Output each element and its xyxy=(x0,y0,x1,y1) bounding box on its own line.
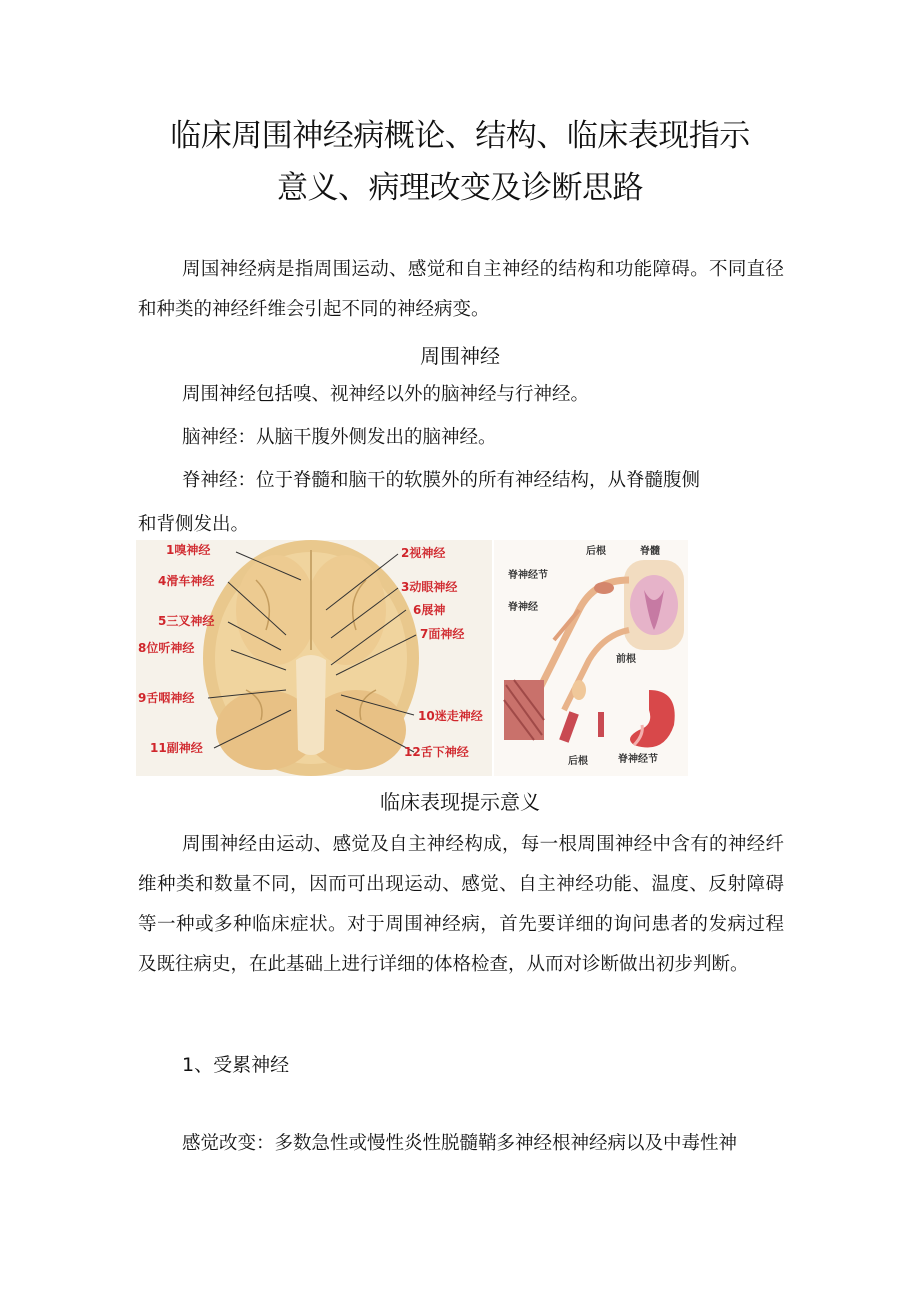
brain-label-11: 11副神经 xyxy=(150,741,203,755)
brain-label-4: 4滑车神经 xyxy=(158,574,215,588)
brain-label-3: 3动眼神经 xyxy=(401,580,458,594)
brain-label-10: 10迷走神经 xyxy=(418,709,483,723)
document-title xyxy=(100,110,820,214)
brain-label-2: 2视神经 xyxy=(401,546,446,560)
title-line-2: 意义、病理改变及诊断思路 xyxy=(277,170,643,206)
brain-label-1: 1嗅神经 xyxy=(166,543,211,557)
spinal-nerve-figure xyxy=(494,540,688,776)
brain-label-6: 6展神 xyxy=(413,603,446,617)
spinal-label-posterior-root-2: 后根 xyxy=(568,756,588,767)
heading-peripheral-nerve: 周围神经 xyxy=(420,344,500,368)
spinal-label-spinal-nerve: 脊神经 xyxy=(508,602,538,613)
clinical-paragraph: 周围神经由运动、感觉及自主神经构成，每一根周围神经中含有的神经纤维种类和数量不同，因而可出现运动、感觉、自主神经功能、温度、反射障碍等一种或多种临床症状。对于周围神经病，首先要详细的询问患者的发病过程及既往病史，在此基础上进行详细的体格检查，从而对诊断做出初步判断。 xyxy=(138,834,784,975)
intro-paragraph: 周国神经病是指周围运动、感觉和自主神经的结构和功能障碍。不同直径和种类的神经纤维会引起不同的神经病变。 xyxy=(138,259,784,320)
spinal-label-ganglion: 脊神经节 xyxy=(508,570,548,581)
peripheral-line-1: 周围神经包括嗅、视神经以外的脑神经与行神经。 xyxy=(182,384,590,405)
peripheral-line-3a: 脊神经：位于脊髓和脑干的软膜外的所有神经结构，从脊髓腹侧 xyxy=(182,470,701,491)
title-line-1: 临床周围神经病概论、结构、临床表现指示 xyxy=(170,118,750,154)
heading-affected-nerves: 1、受累神经 xyxy=(182,1054,290,1076)
spinal-label-spinal-cord: 脊髓 xyxy=(640,546,660,557)
brain-cranial-nerves-figure xyxy=(136,540,492,776)
spinal-label-anterior-root: 前根 xyxy=(616,654,636,665)
sensory-change-paragraph: 感觉改变：多数急性或慢性炎性脱髓鞘多神经根神经病以及中毒性神 xyxy=(182,1133,738,1154)
brain-label-7: 7面神经 xyxy=(420,627,465,641)
brain-label-9: 9舌咽神经 xyxy=(138,691,195,705)
brain-label-8: 8位听神经 xyxy=(138,641,195,655)
brain-label-5: 5三叉神经 xyxy=(158,614,215,628)
heading-clinical-significance: 临床表现提示意义 xyxy=(380,790,540,814)
brain-label-12: 12舌下神经 xyxy=(404,745,469,759)
peripheral-line-3b: 和背侧发出。 xyxy=(138,514,250,535)
peripheral-line-2: 脑神经：从脑干腹外侧发出的脑神经。 xyxy=(182,427,497,448)
spinal-label-posterior-root: 后根 xyxy=(586,546,606,557)
spinal-label-ganglion-2: 脊神经节 xyxy=(618,754,658,765)
